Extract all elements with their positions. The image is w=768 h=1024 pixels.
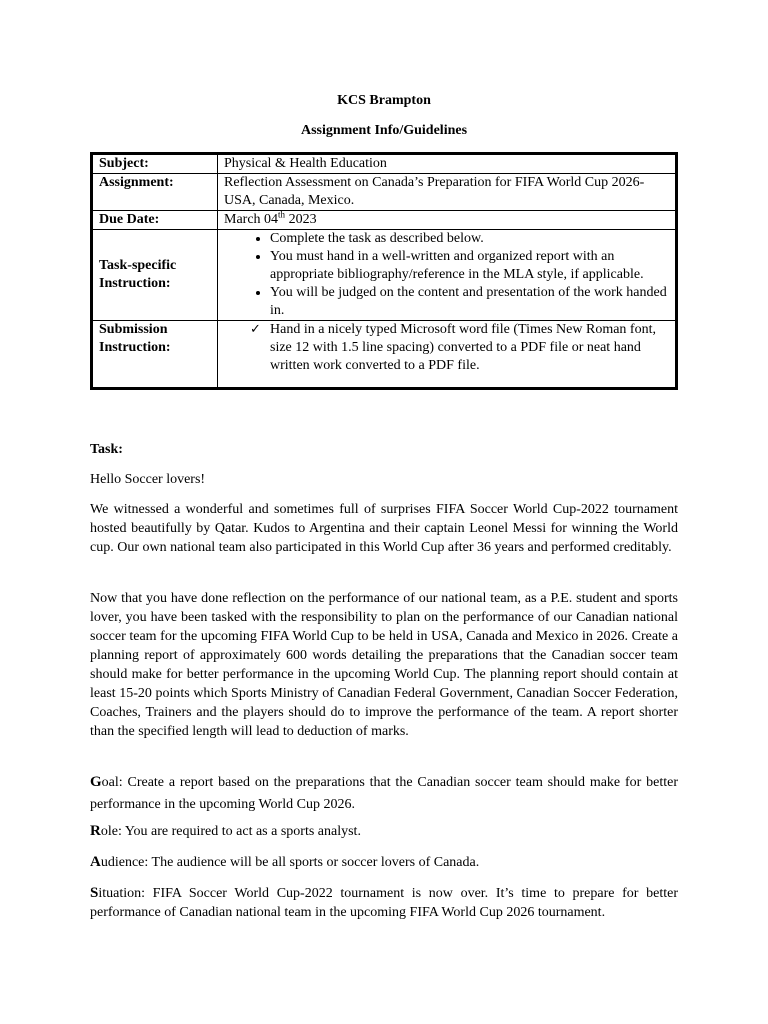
task-heading: Task:	[90, 442, 123, 457]
audience-initial: A	[90, 854, 101, 870]
assignment-value: Reflection Assessment on Canada’s Preparation for FIFA World Cup 2026-USA, Canada, Mexico.	[218, 174, 677, 211]
list-item: • You will be judged on the content and presentation of the work handed in.	[270, 284, 669, 320]
role-initial: R	[90, 823, 101, 839]
submission-list	[224, 321, 669, 375]
audience-text: udience: The audience will be all sports or soccer lovers of Canada.	[100, 855, 480, 870]
due-date-year: 2023	[285, 212, 317, 227]
checkmark-list-item: ✓ Hand in a nicely typed Microsoft word file (Times New Roman font, size 12 with 1.5 line spacing) converted to a PDF file or neat hand written work converted to a PDF file.	[270, 321, 669, 375]
school-name: KCS Brampton	[337, 93, 431, 108]
table-row-submission	[92, 321, 677, 389]
document-title: Assignment Info/Guidelines	[300, 123, 468, 138]
task-instruction-list	[224, 230, 669, 320]
situation-initial: S	[90, 885, 99, 901]
subject-value: Physical & Health Education	[218, 154, 677, 174]
table-row-subject	[92, 154, 677, 174]
paragraph-world-cup-2022: We witnessed a wonderful and sometimes full of surprises FIFA Soccer World Cup-2022 tournament hosted beautifully by Qatar. Kudos to Argentina and their captain Leonel Messi for winning the World cup. Our own national team also participated in this World Cup after 36 years and performed creditably.	[90, 502, 678, 555]
situation-paragraph	[90, 884, 678, 922]
table-row-due-date	[92, 211, 677, 230]
role-paragraph	[90, 822, 678, 841]
table-row-task-instruction	[92, 230, 677, 321]
situation-text: ituation: FIFA Soccer World Cup-2022 tournament is now over. It’s time to prepare for better performance of Canadian national team in the upcoming FIFA World Cup 2026 tournament.	[90, 886, 678, 920]
goal-initial: G	[90, 774, 102, 790]
audience-paragraph	[90, 853, 678, 872]
submission-value	[218, 321, 677, 389]
table-row-assignment	[92, 174, 677, 211]
due-date-value	[218, 211, 677, 230]
assignment-info-table	[90, 152, 678, 390]
greeting: Hello Soccer lovers!	[90, 472, 206, 487]
subject-label: Subject:	[92, 154, 218, 174]
assignment-label: Assignment:	[92, 174, 218, 211]
role-text: ole: You are required to act as a sports analyst.	[100, 824, 361, 839]
submission-label: Submission Instruction:	[92, 321, 218, 389]
due-date-label: Due Date:	[92, 211, 218, 230]
task-instruction-value	[218, 230, 677, 321]
list-item: • You must hand in a well-written and organized report with an appropriate bibliography/reference in the MLA style, if applicable.	[270, 248, 669, 284]
goal-paragraph	[90, 771, 678, 816]
due-date-suffix: th	[278, 209, 286, 220]
task-instruction-label: Task-specific Instruction:	[92, 230, 218, 321]
goal-text: oal: Create a report based on the preparations that the Canadian soccer team should make for better performance in the upcoming World Cup 2026.	[90, 775, 678, 812]
list-item: • Complete the task as described below.	[270, 230, 669, 248]
paragraph-planning-report: Now that you have done reflection on the performance of our national team, as a P.E. student and sports lover, you have been tasked with the responsibility to plan on the performance of our Canadian national soccer team for the upcoming FIFA World Cup to be held in USA, Canada and Mexico in 2026. Create a planning report of approximately 600 words detailing the preparations that the Canadian soccer team should make for better performance in the upcoming World Cup. The planning report should contain at least 15-20 points which Sports Ministry of Canadian Federal Government, Canadian Soccer Federation, Coaches, Trainers and the players should do to improve the performance of the team. A report shorter than the specified length will lead to deduction of marks.	[90, 591, 678, 739]
due-date-month: March 04	[224, 212, 279, 227]
